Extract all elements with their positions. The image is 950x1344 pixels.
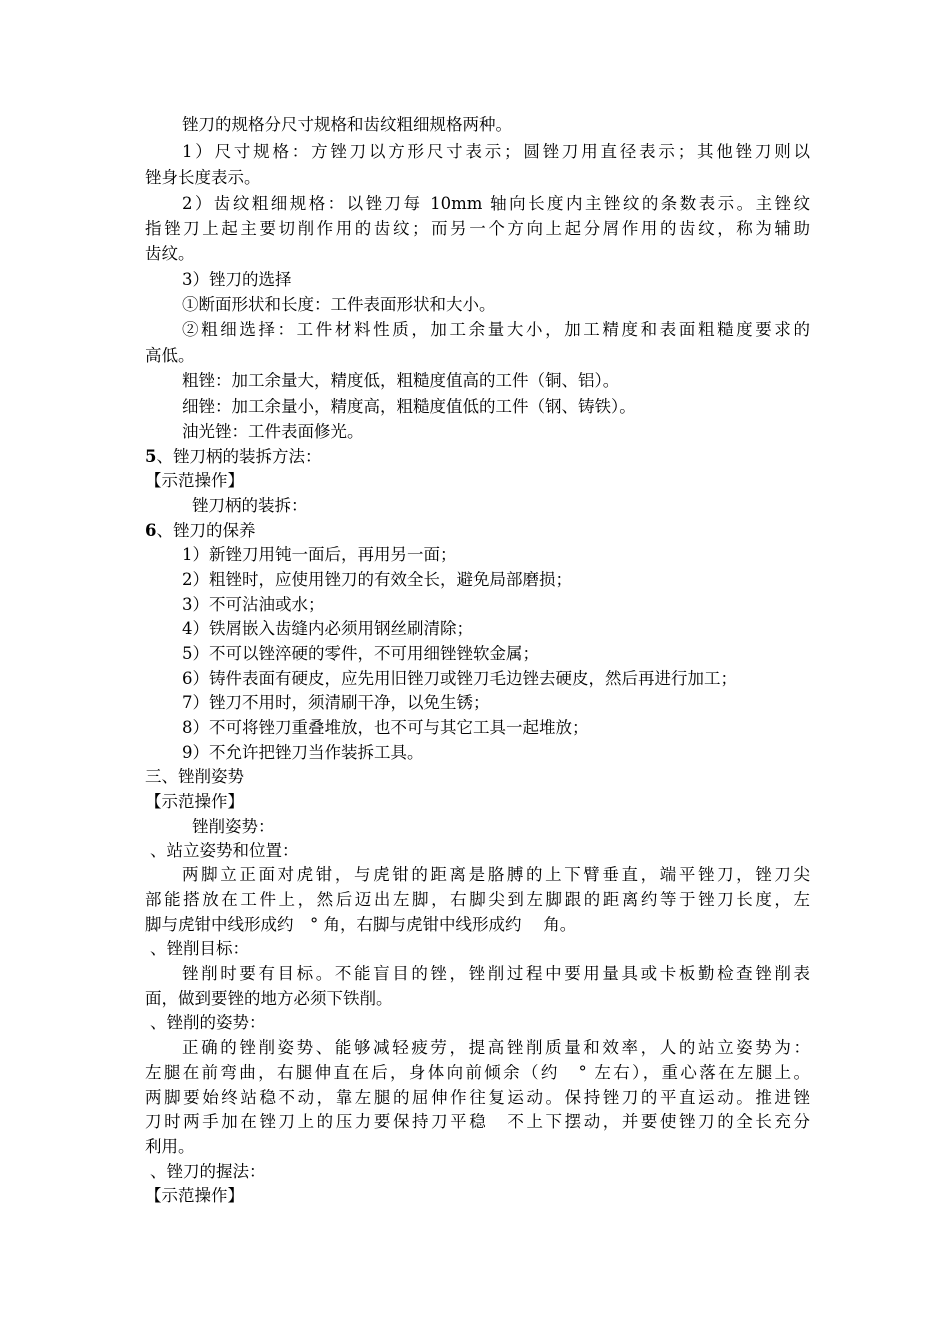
section-number: 5	[145, 447, 157, 466]
demo-label: 【示范操作】	[145, 471, 244, 490]
paragraph-line: 粗锉：加工余量大，精度低，粗糙度值高的工件（铜、铝）。	[182, 371, 620, 390]
paragraph-line: 利用。	[145, 1137, 195, 1156]
paragraph-line: ②粗细选择：工件材料性质，加工余量大小，加工精度和表面粗糙度要求的	[182, 320, 810, 339]
paragraph-line: ①断面形状和长度：工件表面形状和大小。	[182, 295, 496, 314]
paragraph-line: 锉削姿势：	[192, 817, 275, 836]
paragraph-line: 刀时两手加在锉刀上的压力要保持刀平稳 不上下摆动，并要使锉刀的全长充分	[145, 1112, 810, 1131]
paragraph-line: 锉身长度表示。	[145, 168, 261, 187]
paragraph-line: 正确的锉削姿势、能够减轻疲劳，提高锉削质量和效率，人的站立姿势为：	[182, 1038, 810, 1057]
paragraph-line: 高低。	[145, 346, 195, 365]
paragraph-line: 锉削时要有目标。不能盲目的锉，锉削过程中要用量具或卡板勤检查锉削表	[182, 964, 810, 983]
section-heading-text: 、锉刀柄的装拆方法：	[156, 447, 322, 466]
paragraph-line: 齿纹。	[145, 244, 195, 263]
paragraph-line: 油光锉：工件表面修光。	[182, 422, 364, 441]
list-item: 7）锉刀不用时，须清刷干净，以免生锈；	[182, 693, 490, 712]
list-item: 9）不允许把锉刀当作装拆工具。	[182, 743, 424, 762]
paragraph-line: 1）尺寸规格：方锉刀以方形尺寸表示；圆锉刀用直径表示；其他锉刀则以	[182, 142, 810, 161]
subheading: 、锉削的姿势：	[150, 1013, 266, 1032]
list-item: 5）不可以锉淬硬的零件，不可用细锉锉软金属；	[182, 644, 539, 663]
paragraph-line: 左腿在前弯曲，右腿伸直在后，身体向前倾余（约 ° 左右），重心落在左腿上。	[145, 1063, 810, 1082]
section-heading	[145, 445, 810, 469]
section-heading: 三、锉削姿势	[145, 767, 244, 786]
paragraph-line: 指锉刀上起主要切削作用的齿纹；而另一个方向上起分屑作用的齿纹，称为辅助	[145, 219, 810, 238]
subheading: 3）锉刀的选择	[182, 270, 292, 289]
list-item: 4）铁屑嵌入齿缝内必须用钢丝刷清除；	[182, 619, 473, 638]
list-item: 2）粗锉时，应使用锉刀的有效全长，避免局部磨损；	[182, 570, 572, 589]
subheading: 、站立姿势和位置：	[150, 841, 299, 860]
paragraph-line: 面，做到要锉的地方必须下铁削。	[145, 989, 393, 1008]
list-item: 3）不可沾油或水；	[182, 595, 325, 614]
paragraph-line: 两脚立正面对虎钳，与虎钳的距离是胳膊的上下臂垂直，端平锉刀，锉刀尖	[182, 865, 810, 884]
list-item: 6）铸件表面有硬皮，应先用旧锉刀或锉刀毛边锉去硬皮，然后再进行加工；	[182, 669, 737, 688]
list-item: 1）新锉刀用钝一面后，再用另一面；	[182, 545, 457, 564]
subheading: 、锉刀的握法：	[150, 1162, 266, 1181]
section-number: 6	[145, 521, 157, 540]
paragraph-line: 2）齿纹粗细规格：以锉刀每 10mm 轴向长度内主锉纹的条数表示。主锉纹	[182, 194, 810, 213]
paragraph-line: 细锉：加工余量小，精度高，粗糙度值低的工件（钢、铸铁）。	[182, 397, 636, 416]
section-heading-text: 、锉刀的保养	[156, 521, 256, 540]
paragraph-line: 锉刀的规格分尺寸规格和齿纹粗细规格两种。	[182, 115, 512, 134]
demo-label: 【示范操作】	[145, 1186, 244, 1205]
section-heading	[145, 519, 810, 543]
subheading: 、锉削目标：	[150, 939, 249, 958]
paragraph-line: 脚与虎钳中线形成约 ° 角，右脚与虎钳中线形成约 角。	[145, 915, 577, 934]
demo-label: 【示范操作】	[145, 792, 244, 811]
list-item: 8）不可将锉刀重叠堆放，也不可与其它工具一起堆放；	[182, 718, 589, 737]
paragraph-line: 部能搭放在工件上，然后迈出左脚，右脚尖到左脚跟的距离约等于锉刀长度，左	[145, 890, 810, 909]
paragraph-line: 锉刀柄的装拆：	[192, 496, 308, 515]
paragraph-line: 两脚要始终站稳不动，靠左腿的屈伸作往复运动。保持锉刀的平直运动。推进锉	[145, 1088, 810, 1107]
